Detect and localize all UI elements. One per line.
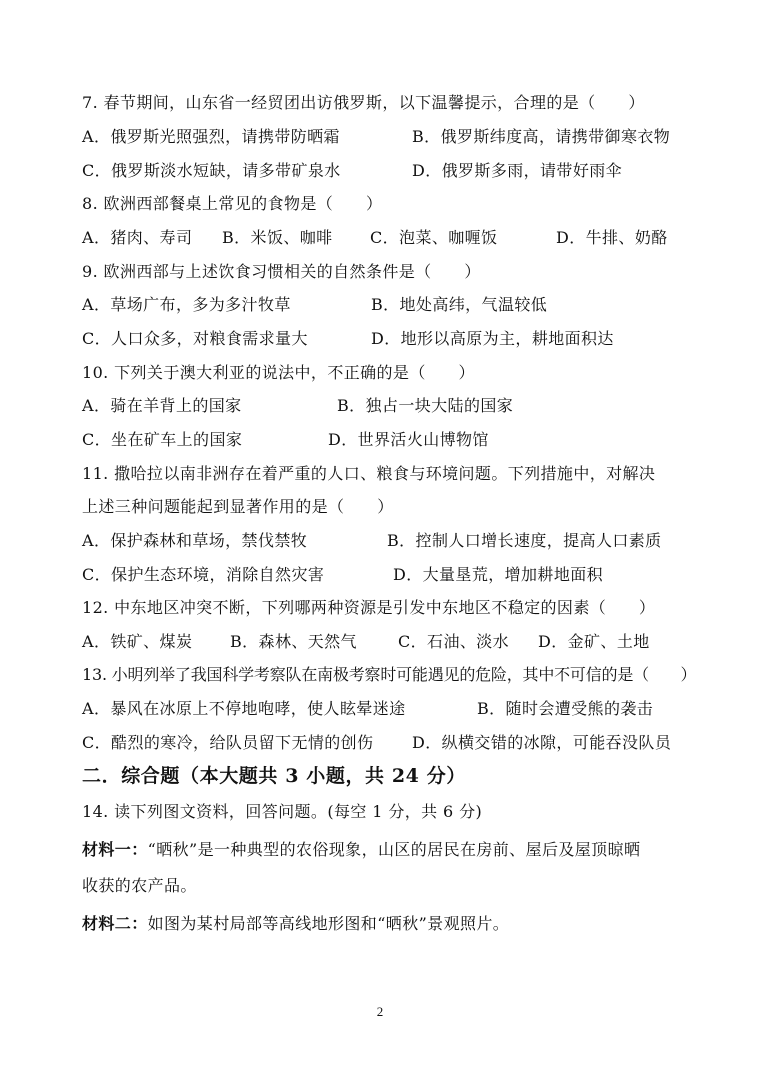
page-number: 2	[376, 1004, 384, 1019]
question-9-option-b: B．地处高纬，气温较低	[371, 295, 548, 314]
question-7-stem: 7. 春节期间，山东省一经贸团出访俄罗斯，以下温馨提示，合理的是（ ）	[82, 93, 645, 112]
material-1-line-1	[82, 839, 640, 861]
question-7-option-c: C．俄罗斯淡水短缺，请多带矿泉水	[82, 161, 341, 180]
question-13-option-c: C．酷烈的寒冷，给队员留下无情的创伤	[82, 733, 374, 752]
section-2-heading: 二．综合题（本大题共 3 小题，共 24 分）	[82, 765, 466, 787]
question-9-option-a: A．草场广布，多为多汁牧草	[82, 295, 291, 314]
question-14-stem: 14. 读下列图文资料，回答问题。(每空 1 分，共 6 分)	[82, 802, 483, 821]
question-12-option-b: B．森林、天然气	[230, 632, 357, 651]
question-7-option-b: B．俄罗斯纬度高，请携带御寒衣物	[412, 127, 671, 146]
question-10-option-d: D．世界活火山博物馆	[328, 430, 489, 449]
question-13-option-a: A．暴风在冰原上不停地咆哮，使人眩晕迷途	[82, 699, 406, 718]
question-8-stem: 8. 欧洲西部餐桌上常见的食物是（ ）	[82, 194, 383, 213]
material-2-label: 材料二：	[82, 914, 148, 933]
question-12-stem: 12. 中东地区冲突不断，下列哪两种资源是引发中东地区不稳定的因素（ ）	[82, 598, 656, 617]
question-8-option-c: C．泡菜、咖喱饭	[370, 228, 498, 247]
question-9-option-d: D．地形以高原为主，耕地面积达	[371, 329, 614, 348]
question-10-option-c: C．坐在矿车上的国家	[82, 430, 243, 449]
question-7-option-d: D．俄罗斯多雨，请带好雨伞	[412, 161, 623, 180]
question-11-option-c: C．保护生态环境，消除自然灾害	[82, 565, 325, 584]
question-10-stem: 10. 下列关于澳大利亚的说法中，不正确的是（ ）	[82, 363, 475, 382]
question-9-stem: 9. 欧洲西部与上述饮食习惯相关的自然条件是（ ）	[82, 262, 481, 281]
question-13-stem: 13. 小明列举了我国科学考察队在南极考察时可能遇见的危险，其中不可信的是（ ）	[82, 665, 697, 684]
material-1-label: 材料一：	[82, 840, 148, 859]
question-10-option-b: B．独占一块大陆的国家	[337, 396, 514, 415]
question-13-option-d: D．纵横交错的冰隙，可能吞没队员	[412, 733, 672, 752]
question-12-option-d: D．金矿、土地	[538, 632, 650, 651]
question-9-option-c: C．人口众多，对粮食需求量大	[82, 329, 308, 348]
question-11-stem-line-1: 11. 撒哈拉以南非洲存在着严重的人口、粮食与环境问题。下列措施中，对解决	[82, 464, 656, 483]
material-2-line	[82, 913, 509, 935]
question-10-option-a: A．骑在羊背上的国家	[82, 396, 242, 415]
material-2-text: 如图为某村局部等高线地形图和“晒秋”景观照片。	[147, 914, 510, 933]
material-1-line-2: 收获的农产品。	[82, 876, 197, 895]
question-12-option-a: A．铁矿、煤炭	[82, 632, 193, 651]
question-11-option-d: D．大量垦荒，增加耕地面积	[393, 565, 604, 584]
question-8-option-b: B．米饭、咖啡	[222, 228, 333, 247]
question-12-option-c: C．石油、淡水	[398, 632, 510, 651]
question-11-stem-line-2: 上述三种问题能起到显著作用的是（ ）	[82, 497, 394, 516]
question-13-option-b: B．随时会遭受熊的袭击	[477, 699, 654, 718]
question-7-option-a: A．俄罗斯光照强烈，请携带防晒霜	[82, 127, 340, 146]
question-11-option-b: B．控制人口增长速度，提高人口素质	[387, 531, 662, 550]
question-8-option-d: D．牛排、奶酪	[556, 228, 668, 247]
question-8-option-a: A．猪肉、寿司	[82, 228, 193, 247]
material-1-text: “晒秋”是一种典型的农俗现象，山区的居民在房前、屋后及屋顶晾晒	[147, 840, 641, 859]
question-11-option-a: A．保护森林和草场，禁伐禁牧	[82, 531, 308, 550]
